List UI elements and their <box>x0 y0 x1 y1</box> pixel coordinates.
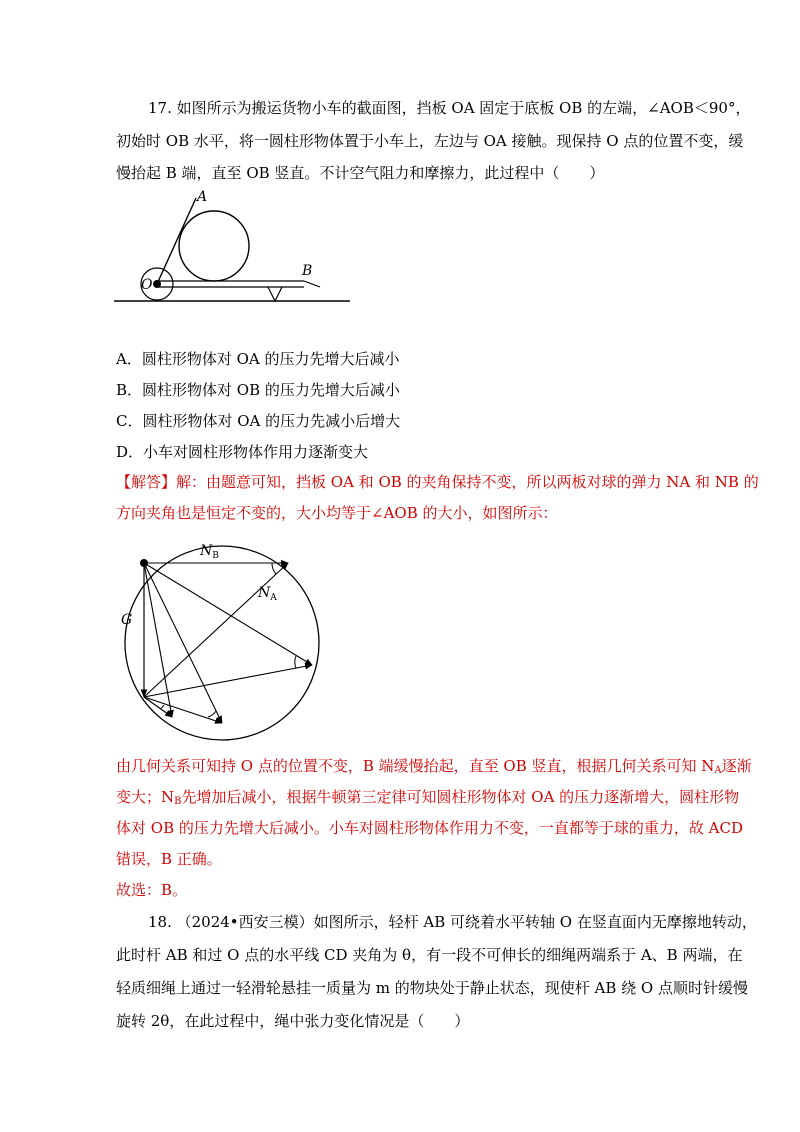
cart-figure <box>108 183 358 308</box>
explain-line-1: 由几何关系可知持 O 点的位置不变，B 端缓慢抬起，直至 OB 竖直，根据几何关系可知 $N_A$逐渐 <box>116 757 752 776</box>
support-v <box>268 287 282 301</box>
q18-line-2: 此时杆 AB 和过 O 点的水平线 CD 夹角为 θ，有一段不可伸长的细绳两端系于 A、B 两端，在 <box>116 946 743 964</box>
option-a: A．圆柱形物体对 OA 的压力先增大后减小 <box>116 350 400 368</box>
explain-line-2: 变大；$N_B$先增加后减小，根据牛顿第三定律可知圆柱形物体对 OA 的压力逐渐增大，圆柱形物 <box>116 788 740 807</box>
label-g: G <box>121 612 133 628</box>
label-na: $N_A$ <box>258 585 277 603</box>
chord-arrow-4 <box>144 697 222 723</box>
answer-tag: 【解答】 <box>116 473 177 491</box>
q18-line-3: 轻质细绳上通过一轻滑轮悬挂一质量为 m 的物块处于静止状态，现使杆 AB 绕 O 点顺时针缓慢 <box>116 979 748 997</box>
na-arrow <box>144 563 288 697</box>
answer-line-2: 方向夹角也是恒定不变的，大小均等于∠AOB 的大小，如图所示： <box>116 504 558 522</box>
q17-line-3: 慢抬起 B 端，直至 OB 竖直。不计空气阻力和摩擦力，此过程中（ ） <box>116 164 605 182</box>
answer-line-1-text: 解：由题意可知，挡板 OA 和 OB 的夹角保持不变，所以两板对球的弹力 NA 和 NB 的 <box>176 473 759 491</box>
force-circle <box>125 546 319 740</box>
board-ob-end <box>304 281 320 287</box>
answer-choice: 故选：B。 <box>116 881 188 899</box>
explain-line-4: 错误，B 正确。 <box>116 850 222 868</box>
option-d: D．小车对圆柱形物体作用力逐渐变大 <box>116 443 369 461</box>
angle-mark-4 <box>160 705 164 709</box>
cylinder-circle <box>179 211 249 281</box>
force-circle-figure <box>112 535 322 747</box>
option-c: C．圆柱形物体对 OA 的压力先减小后增大 <box>116 412 401 430</box>
explain-line-3: 体对 OB 的压力先增大后减小。小车对圆柱形物体作用力不变，一直都等于球的重力，故 ACD <box>116 819 743 837</box>
label-b: B <box>302 263 313 279</box>
angle-mark-2 <box>295 656 296 668</box>
chord-arrow-2 <box>144 665 312 697</box>
angle-mark-3 <box>208 711 216 717</box>
label-nb: $N_B$ <box>200 543 219 561</box>
q18-line-4: 旋转 2θ，在此过程中，绳中张力变化情况是（ ） <box>116 1012 470 1030</box>
q17-line-2: 初始时 OB 水平，将一圆柱形物体置于小车上，左边与 OA 接触。现保持 O 点的位置不变，缓 <box>116 132 744 150</box>
chord-arrow-6 <box>144 697 172 717</box>
label-o: O <box>141 277 153 293</box>
q17-line-1: 17. 如图所示为搬运货物小车的截面图，挡板 OA 固定于底板 OB 的左端，∠AOB＜90°， <box>148 99 751 117</box>
q18-line-1: 18. （2024•西安三模）如图所示，轻杆 AB 可绕着水平转轴 O 在竖直面内无摩擦地转动， <box>148 913 757 931</box>
answer-line-1 <box>116 472 759 492</box>
option-b: B．圆柱形物体对 OB 的压力先增大后减小 <box>116 381 400 399</box>
label-a: A <box>197 189 208 205</box>
angle-mark-1 <box>272 563 276 574</box>
